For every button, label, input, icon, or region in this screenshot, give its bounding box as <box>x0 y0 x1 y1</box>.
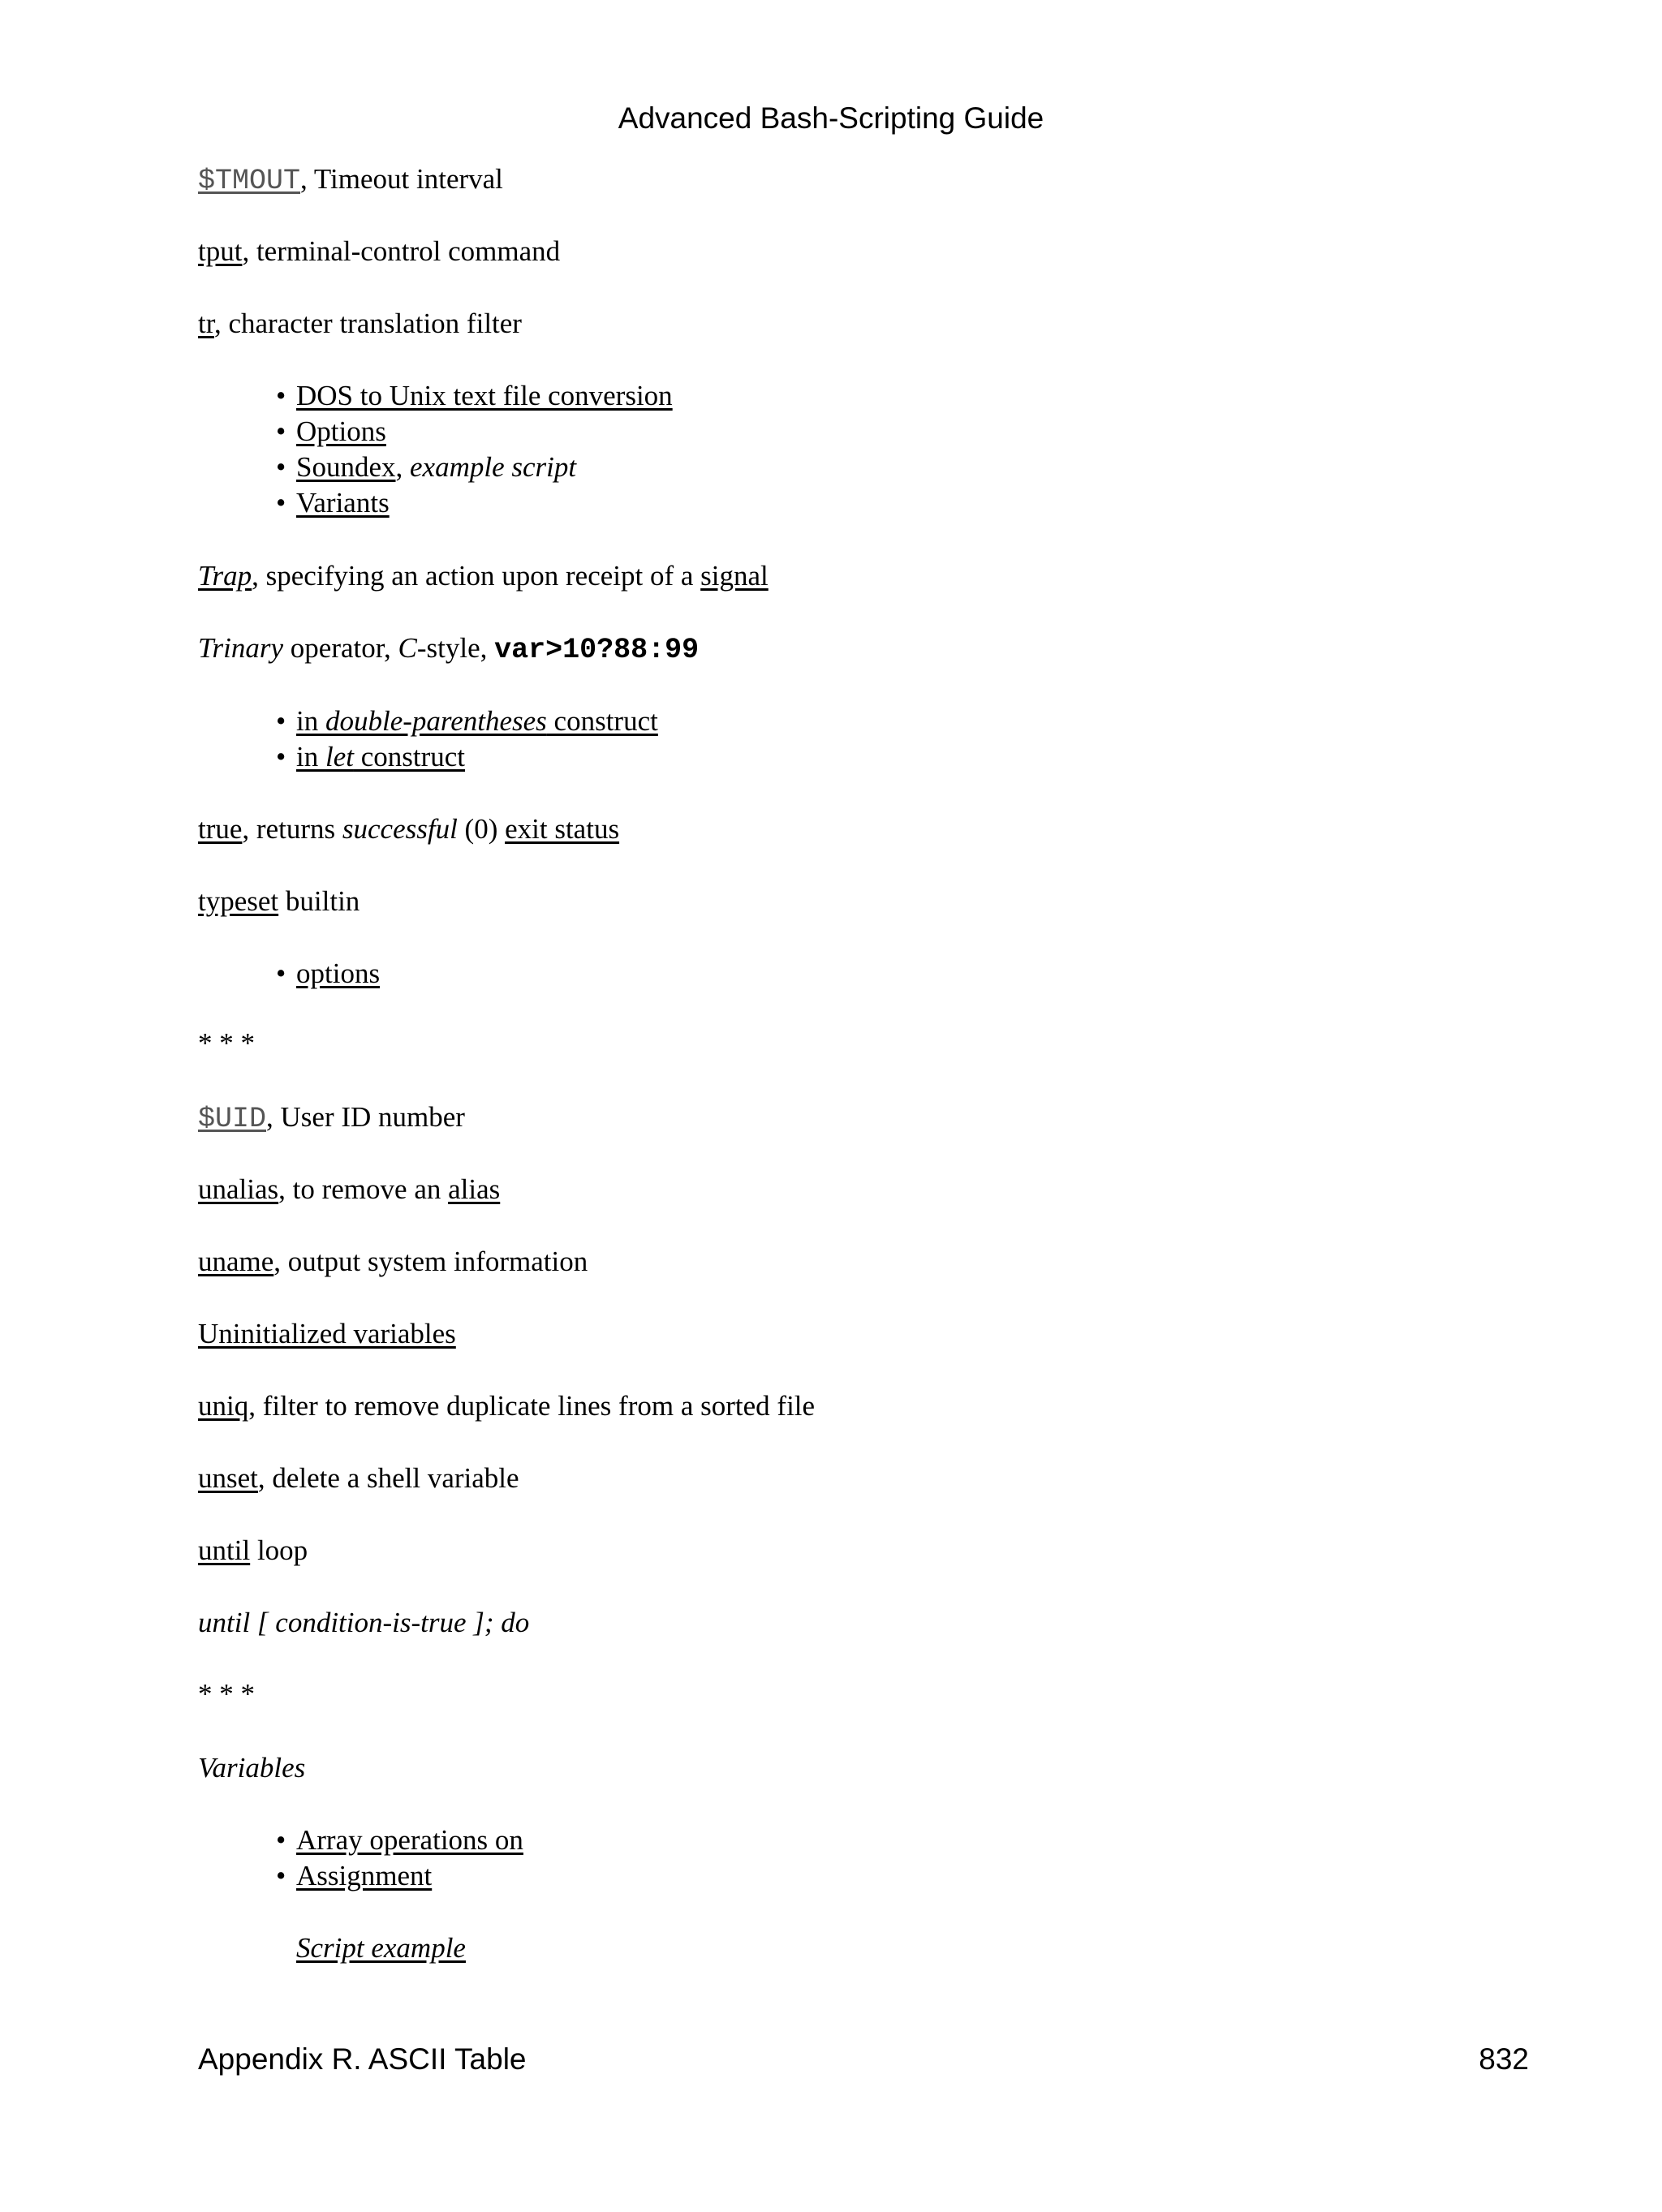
assignment-link[interactable]: Assignment <box>296 1860 433 1891</box>
tr-link[interactable]: tr <box>198 308 214 339</box>
tmout-link[interactable]: $TMOUT <box>198 165 301 197</box>
trap-term: Trap <box>198 560 252 592</box>
index-entry-typeset <box>198 882 360 921</box>
unalias-desc: , to remove an <box>278 1173 449 1205</box>
index-entry-tmout <box>198 160 503 200</box>
until-syntax <box>198 1603 529 1642</box>
section-separator: * * * <box>198 1027 255 1059</box>
alias-link[interactable]: alias <box>448 1173 501 1205</box>
list-item <box>276 412 386 451</box>
trinary-text2: -style, <box>416 632 495 664</box>
script-example-line <box>296 1929 466 1968</box>
unset-link[interactable]: unset <box>198 1462 258 1494</box>
list-item <box>276 1821 523 1860</box>
let-term: let <box>325 741 354 772</box>
true-em: successful <box>342 813 458 845</box>
section-separator: * * * <box>198 1678 255 1710</box>
index-entry-tr <box>198 304 522 343</box>
uninitialized-link[interactable]: Uninitialized variables <box>198 1318 456 1349</box>
until-syntax-text: until [ condition-is-true ]; do <box>198 1607 530 1638</box>
signal-link[interactable]: signal <box>700 560 769 592</box>
uniq-desc: , filter to remove duplicate lines from a sorted file <box>248 1390 816 1422</box>
unalias-link[interactable]: unalias <box>198 1173 279 1205</box>
index-entry-uname <box>198 1242 588 1281</box>
list-item <box>276 738 465 777</box>
index-entry-trinary <box>198 629 699 669</box>
index-entry-variables <box>198 1749 305 1788</box>
dp-term: double-parentheses <box>325 705 547 737</box>
variables-term: Variables <box>198 1752 306 1784</box>
uname-link[interactable]: uname <box>198 1246 274 1277</box>
array-operations-link[interactable]: Array operations on <box>296 1824 523 1856</box>
true-text2: (0) <box>457 813 506 845</box>
list-item <box>276 377 673 415</box>
page-number: 832 <box>1479 2042 1529 2076</box>
index-entry-unset <box>198 1459 519 1498</box>
index-entry-tput <box>198 232 560 271</box>
index-entry-trap <box>198 557 769 596</box>
soundex-separator: , <box>395 451 410 483</box>
trinary-c: C <box>398 632 417 664</box>
trinary-let-link[interactable] <box>296 741 465 772</box>
true-link[interactable]: true <box>198 813 243 845</box>
list-item <box>276 702 658 741</box>
trap-desc: , specifying an action upon receipt of a <box>252 560 701 592</box>
let-tail: construct <box>353 741 466 772</box>
until-desc: loop <box>250 1534 308 1566</box>
page-footer <box>198 2040 1529 2079</box>
tr-variants-link[interactable]: Variants <box>296 487 390 519</box>
tr-desc: , character translation filter <box>213 308 522 339</box>
uniq-link[interactable]: uniq <box>198 1390 249 1422</box>
until-link[interactable]: until <box>198 1534 251 1566</box>
script-example-link[interactable] <box>296 1932 466 1964</box>
trinary-term: Trinary <box>198 632 284 664</box>
dp-tail: construct <box>546 705 658 737</box>
unset-desc: , delete a shell variable <box>257 1462 519 1494</box>
uid-link[interactable]: $UID <box>198 1103 267 1135</box>
index-entry-unalias <box>198 1170 500 1209</box>
index-entry-uniq <box>198 1387 815 1426</box>
index-entry-true <box>198 810 619 849</box>
tmout-desc: , Timeout interval <box>300 163 503 195</box>
page-header: Advanced Bash-Scripting Guide <box>618 101 1044 135</box>
tput-desc: , terminal-control command <box>242 235 561 267</box>
list-item <box>276 448 576 487</box>
typeset-desc: builtin <box>278 885 360 917</box>
tr-options-link[interactable]: Options <box>296 415 386 447</box>
tr-soundex-link[interactable]: Soundex <box>296 451 396 483</box>
dp-in: in <box>296 705 325 737</box>
trinary-dp-link[interactable] <box>296 705 658 737</box>
soundex-note: example script <box>410 451 577 483</box>
true-text1: , returns <box>242 813 342 845</box>
tput-link[interactable]: tput <box>198 235 243 267</box>
trinary-code: var>10?88:99 <box>494 634 700 666</box>
uname-desc: , output system information <box>273 1246 588 1277</box>
list-item <box>276 954 380 993</box>
trinary-text1: operator, <box>283 632 398 664</box>
let-in: in <box>296 741 325 772</box>
trap-link[interactable] <box>198 560 252 592</box>
index-entry-uninitialized <box>198 1315 456 1353</box>
footer-chapter: Appendix R. ASCII Table <box>198 2042 527 2076</box>
index-entry-until <box>198 1531 308 1570</box>
index-entry-uid <box>198 1098 465 1138</box>
typeset-link[interactable]: typeset <box>198 885 279 917</box>
uid-desc: , User ID number <box>266 1101 465 1133</box>
list-item <box>276 484 390 523</box>
tr-dos-link[interactable]: DOS to Unix text file conversion <box>296 380 673 411</box>
typeset-options-link[interactable]: options <box>296 958 381 989</box>
list-item <box>276 1857 432 1896</box>
exit-status-link[interactable]: exit status <box>505 813 620 845</box>
script-example-text: Script example <box>296 1932 466 1964</box>
